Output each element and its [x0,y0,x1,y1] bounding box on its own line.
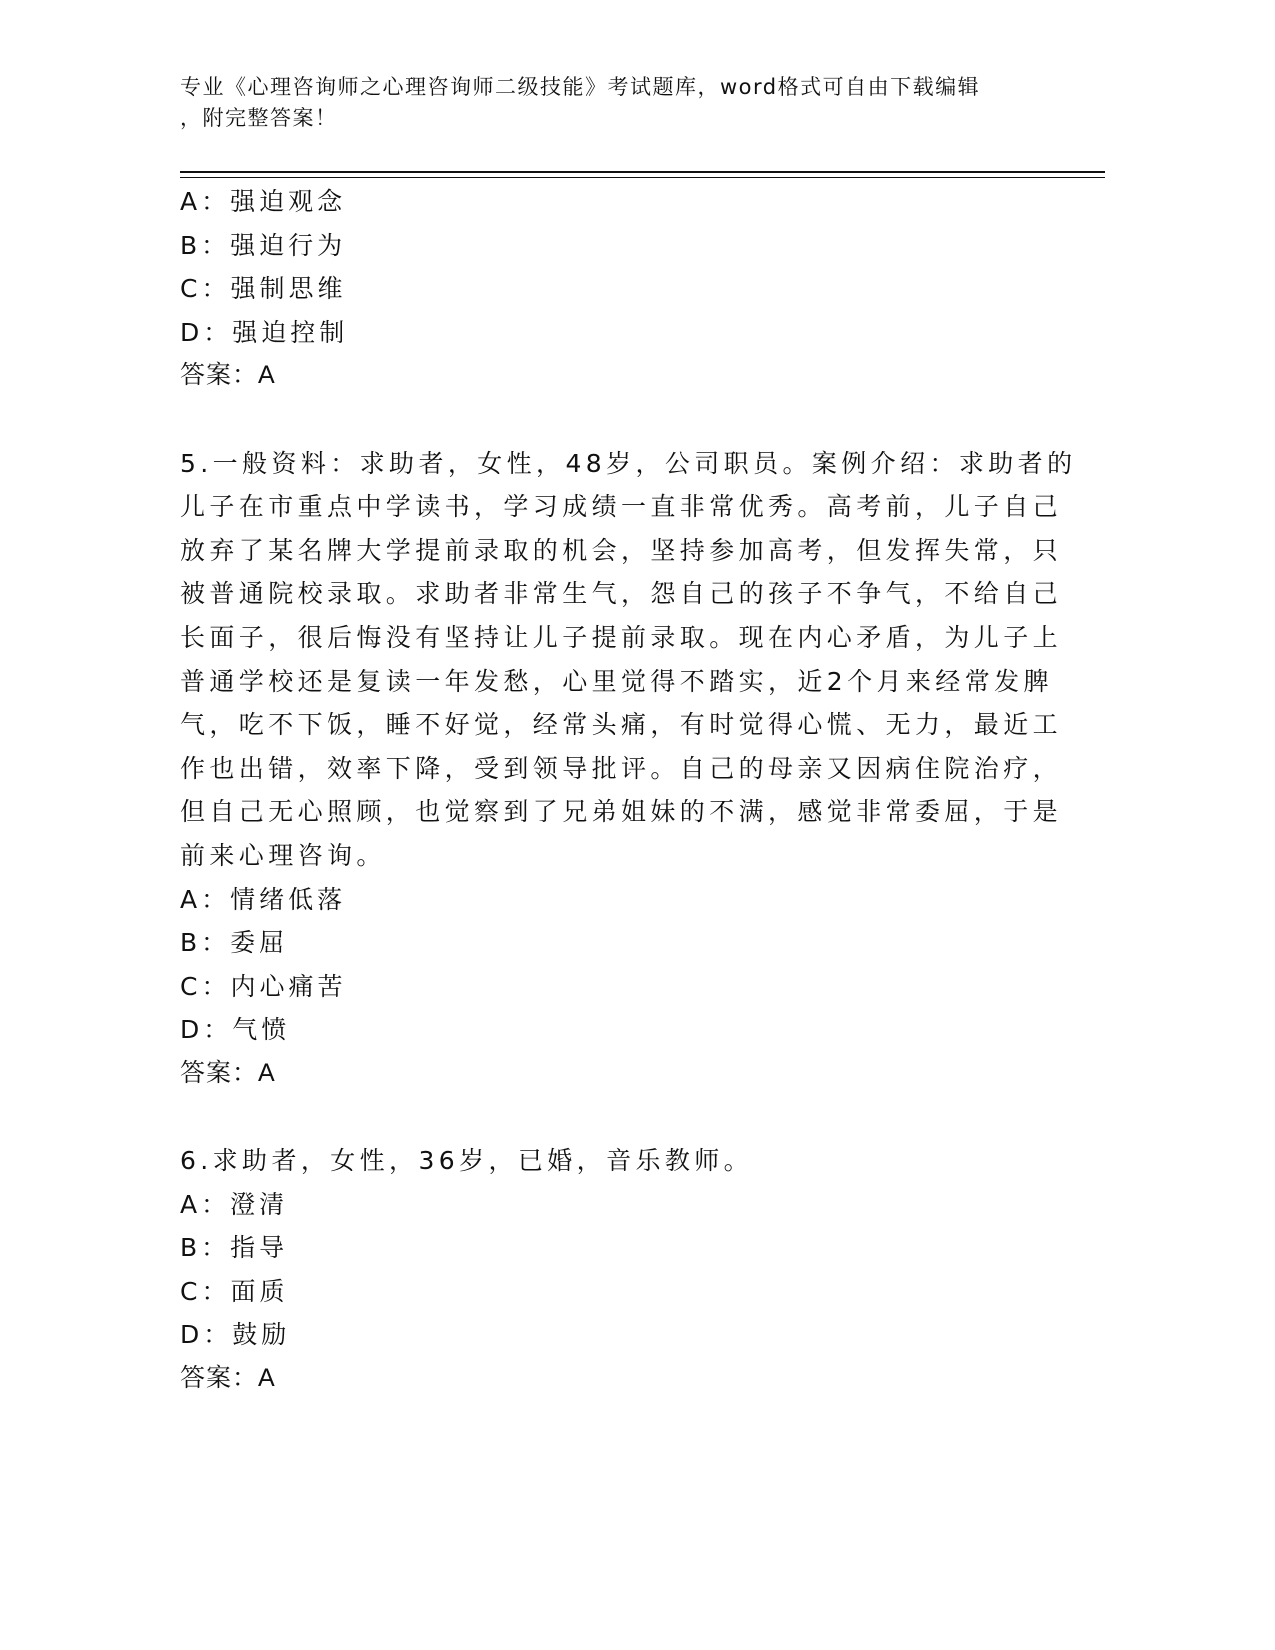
question-text-line: 气，吃不下饭，睡不好觉，经常头痛，有时觉得心慌、无力，最近工 [180,710,1063,740]
question-text-line: 5.一般资料：求助者，女性，48岁，公司职员。案例介绍：求助者的 [180,448,1077,478]
option-c: C：面质 [180,1276,289,1306]
question-text-line: 普通学校还是复读一年发愁，心里觉得不踏实，近2个月来经常发脾 [180,666,1053,696]
question-5 [180,442,1080,1096]
question-text: 6.求助者，女性，36岁，已婚，音乐教师。 [180,1146,754,1176]
option-d: D：鼓励 [180,1320,291,1350]
question-text-line: 儿子在市重点中学读书，学习成绩一直非常优秀。高考前，儿子自己 [180,492,1063,522]
document-header [180,72,1060,134]
option-b: B：强迫行为 [180,230,347,260]
answer: 答案：A [180,1364,276,1393]
header-line-2: ，附完整答案！ [180,106,338,130]
option-c: C：内心痛苦 [180,971,347,1001]
option-a: A：强迫观念 [180,187,347,216]
question-4 [180,180,1080,398]
question-text-line: 前来心理咨询。 [180,840,386,870]
option-c: C：强制思维 [180,274,347,304]
option-b: B：指导 [180,1233,289,1263]
option-a: A：澄清 [180,1189,289,1219]
header-rule-thick [180,171,1105,173]
option-b: B：委屈 [180,928,289,958]
document-body [180,180,1080,1401]
answer: 答案：A [180,1058,276,1087]
option-d: D：气愤 [180,1015,291,1045]
question-text-line: 但自己无心照顾，也觉察到了兄弟姐妹的不满，感觉非常委屈，于是 [180,797,1063,827]
question-text-line: 被普通院校录取。求助者非常生气，怨自己的孩子不争气，不给自己 [180,579,1063,609]
answer: 答案：A [180,361,276,390]
header-line-1: 专业《心理咨询师之心理咨询师二级技能》考试题库，word格式可自由下载编辑 [180,75,981,99]
question-6 [180,1139,1080,1401]
header-rule-thin [180,177,1105,178]
question-text-line: 放弃了某名牌大学提前录取的机会，坚持参加高考，但发挥失常，只 [180,535,1063,565]
option-d: D：强迫控制 [180,317,349,347]
question-text-line: 作也出错，效率下降，受到领导批评。自己的母亲又因病住院治疗， [180,753,1063,783]
option-a: A：情绪低落 [180,884,347,914]
question-text-line: 长面子，很后悔没有坚持让儿子提前录取。现在内心矛盾，为儿子上 [180,622,1063,652]
